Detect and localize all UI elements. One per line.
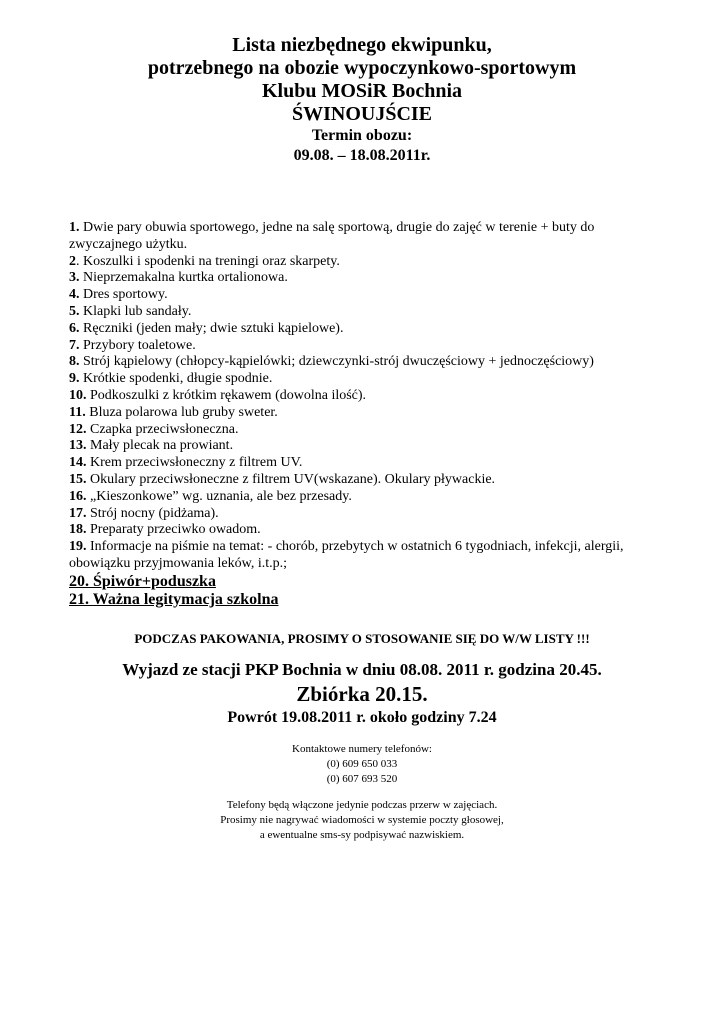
list-item: 12. Czapka przeciwsłoneczna. <box>69 421 239 437</box>
list-item: 4. Dres sportowy. <box>69 287 168 303</box>
list-item: 6. Ręczniki (jeden mały; dwie sztuki kąpielowe). <box>69 320 344 336</box>
title-line-2: potrzebnego na obozie wypoczynkowo-sportowym <box>147 57 577 79</box>
phones-info-line: Telefony będą włączone jedynie podczas przerw w zajęciach. <box>226 799 498 811</box>
list-item: 5. Klapki lub sandały. <box>69 303 192 319</box>
contacts-label: Kontaktowe numery telefonów: <box>292 743 432 755</box>
list-item: 19. Informacje na piśmie na temat: - chorób, przebytych w ostatnich 6 tygodniach, infekcji, alergii, obowiązku przyjmowania leków, i.t.p.; <box>69 539 624 571</box>
list-item: 13. Mały plecak na prowiant. <box>69 438 234 454</box>
list-item: 16. „Kieszonkowe” wg. uznania, ale bez przesady. <box>69 488 352 504</box>
list-item: 10. Podkoszulki z krótkim rękawem (dowolna ilość). <box>69 387 367 403</box>
term-label: Termin obozu: <box>311 127 413 144</box>
list-item-sleeping-bag: 20. Śpiwór+poduszka <box>69 572 216 590</box>
list-item: 15. Okulary przeciwsłoneczne z filtrem UV(wskazane). Okulary pływackie. <box>69 471 496 487</box>
list-item: 3. Nieprzemakalna kurtka ortalionowa. <box>69 270 288 286</box>
equipment-list <box>69 220 659 609</box>
list-item-school-id: 21. Ważna legitymacja szkolna <box>69 590 279 608</box>
list-item: 18. Preparaty przeciwko owadom. <box>69 522 261 538</box>
title-line-3: Klubu MOSiR Bochnia <box>261 80 463 102</box>
list-item: 7. Przybory toaletowe. <box>69 337 196 353</box>
departure-line: Wyjazd ze stacji PKP Bochnia w dniu 08.08. 2011 r. godzina 20.45. <box>122 660 602 679</box>
title-line-1: Lista niezbędnego ekwipunku, <box>232 34 492 56</box>
list-item: 14. Krem przeciwsłoneczny z filtrem UV. <box>69 455 303 471</box>
document-title <box>0 34 724 166</box>
return-line: Powrót 19.08.2011 r. około godziny 7.24 <box>227 709 497 726</box>
list-item: 11. Bluza polarowa lub gruby sweter. <box>69 404 278 420</box>
phone-number: (0) 607 693 520 <box>326 773 398 785</box>
list-item: 17. Strój nocny (pidżama). <box>69 505 219 521</box>
phones-info <box>0 798 724 843</box>
phones-info-line: Prosimy nie nagrywać wiadomości w systemie poczty głosowej, <box>220 814 504 826</box>
list-item: 1. Dwie pary obuwia sportowego, jedne na salę sportową, drugie do zajęć w terenie + buty do zwyczajnego użytku. <box>69 220 595 252</box>
term-dates: 09.08. – 18.08.2011r. <box>293 147 431 164</box>
phones-info-line: a ewentualne sms-sy podpisywać nazwiskiem. <box>259 829 465 841</box>
gathering-time: Zbiórka 20.15. <box>296 682 428 706</box>
list-item: 2. Koszulki i spodenki na treningi oraz skarpety. <box>69 253 340 269</box>
contact-numbers <box>0 742 724 787</box>
phone-number: (0) 609 650 033 <box>326 758 398 770</box>
list-item: 9. Krótkie spodenki, długie spodnie. <box>69 371 273 387</box>
list-item: 8. Strój kąpielowy (chłopcy-kąpielówki; dziewczynki-strój dwuczęściowy + jednoczęściowy) <box>69 354 594 370</box>
departure-info <box>0 660 724 728</box>
title-location: ŚWINOUJŚCIE <box>291 103 433 125</box>
packing-notice: PODCZAS PAKOWANIA, PROSIMY O STOSOWANIE SIĘ DO W/W LISTY !!! <box>134 631 590 646</box>
